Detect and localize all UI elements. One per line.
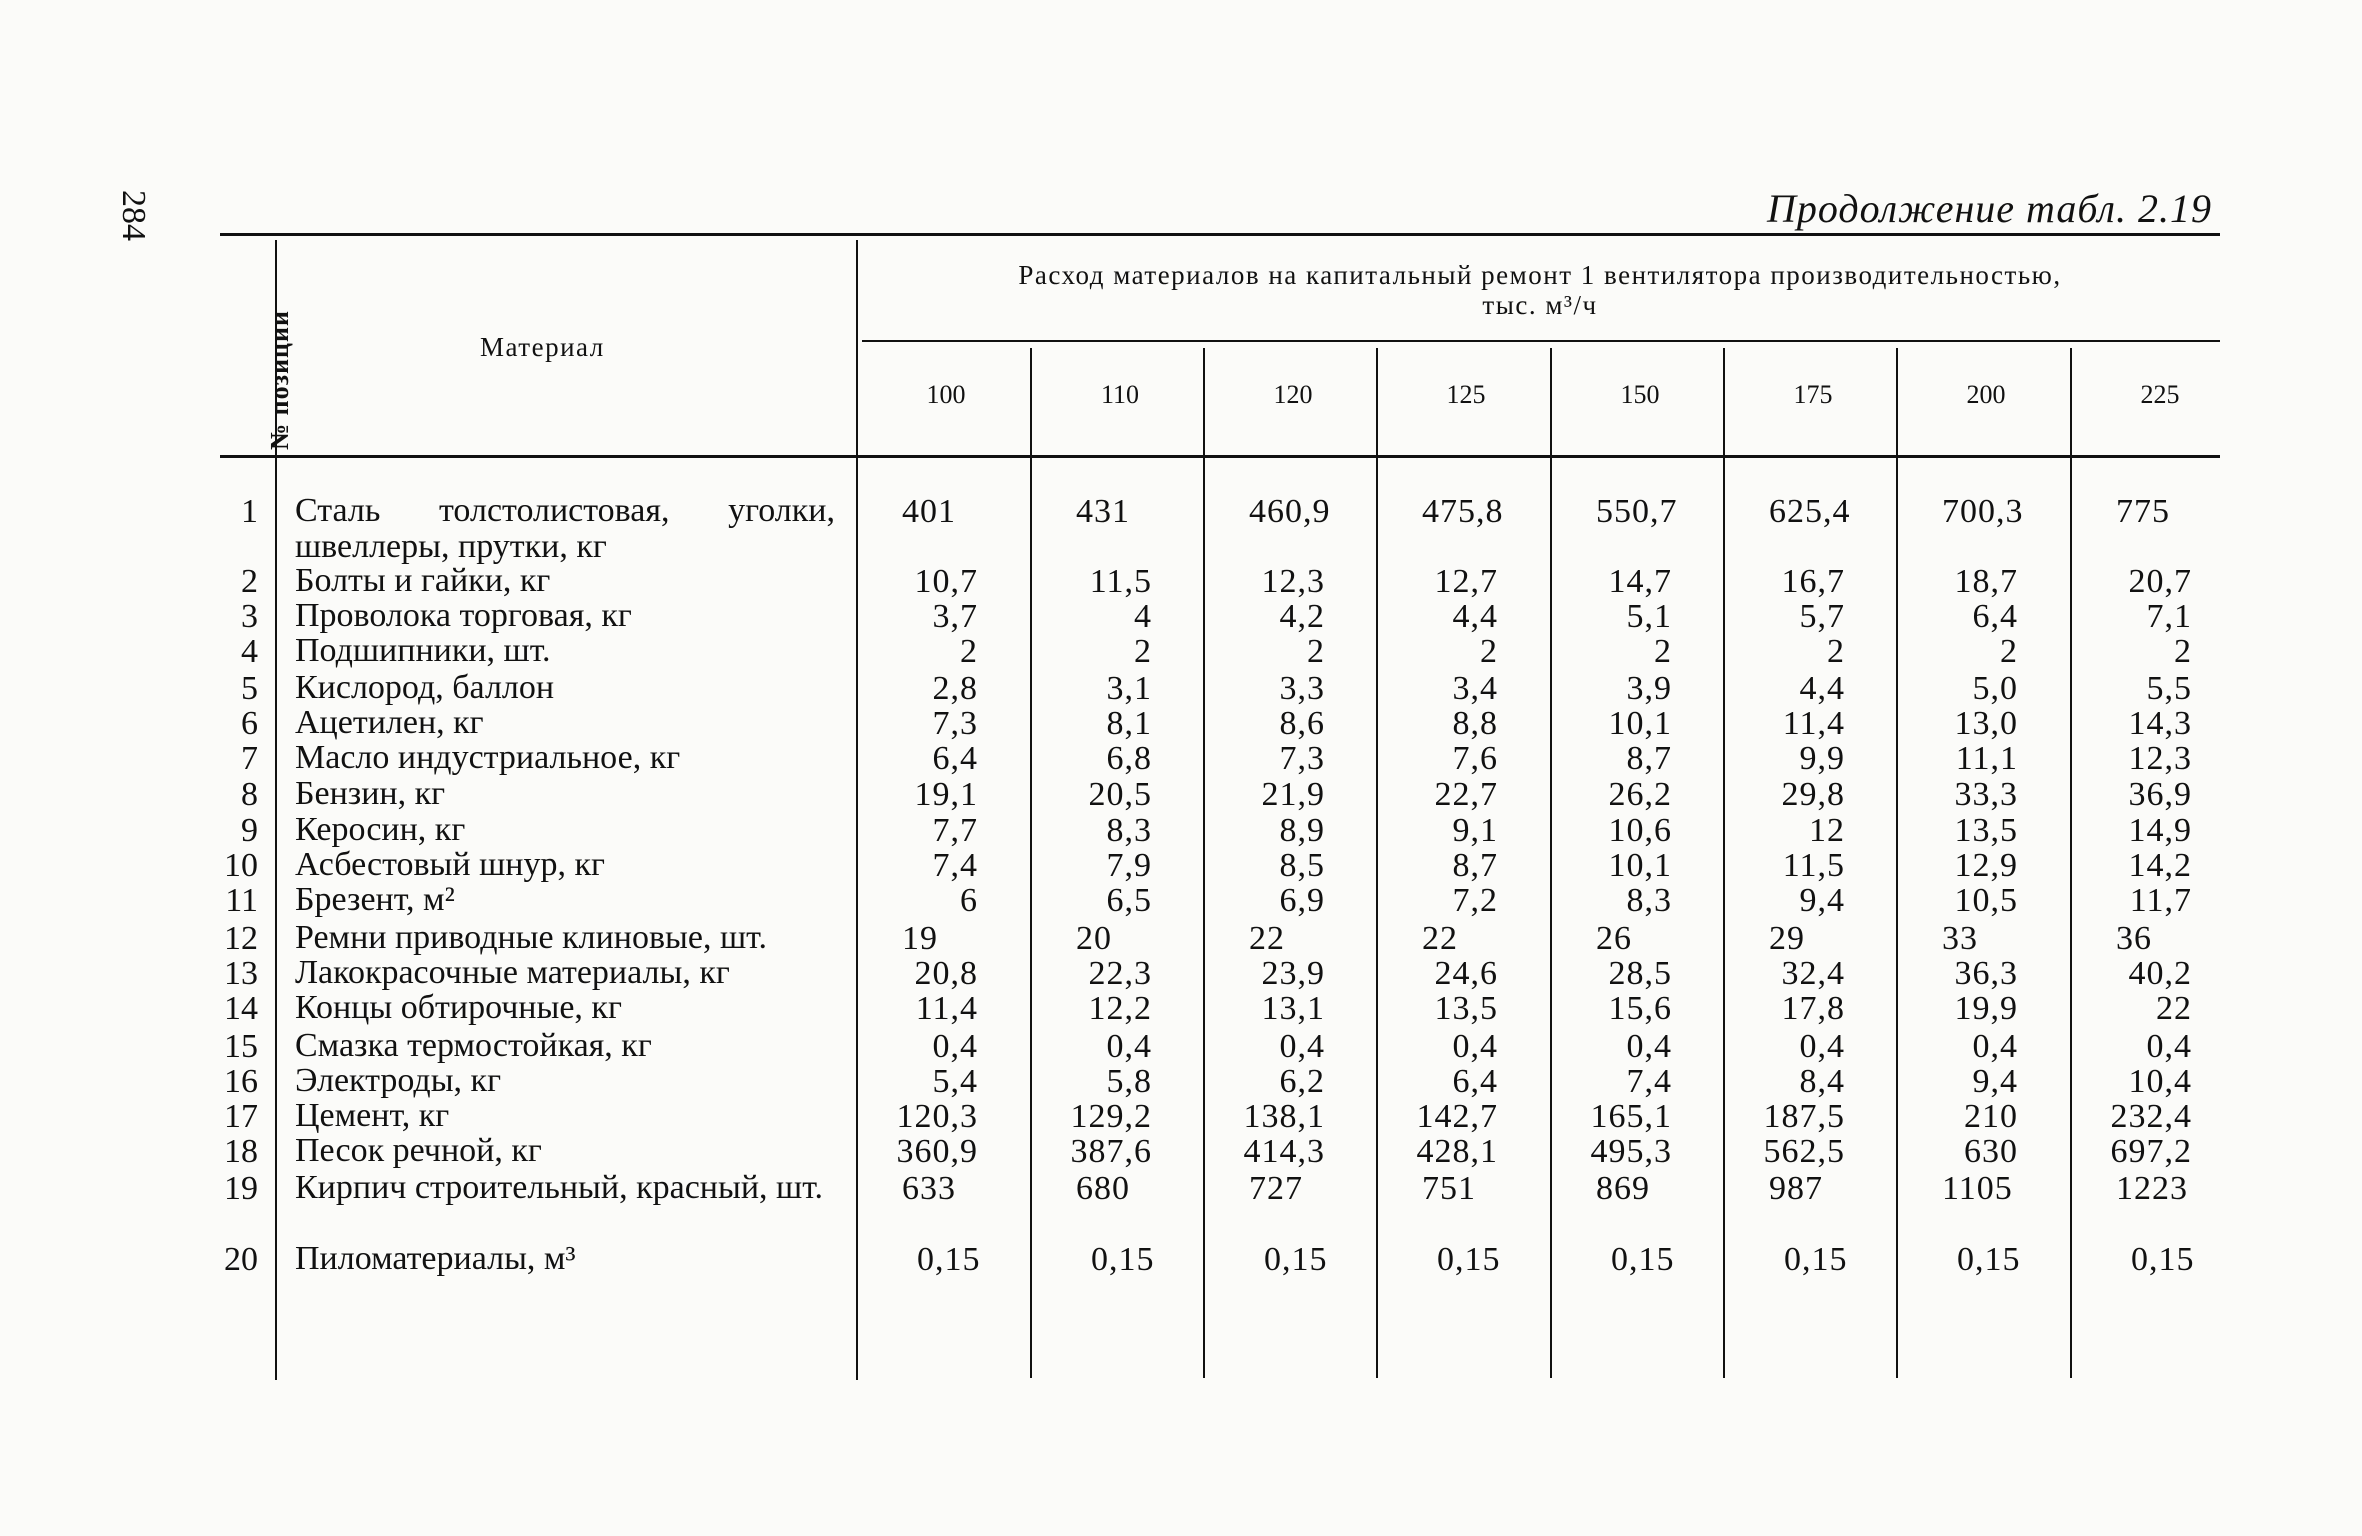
consumption-value: 2 bbox=[2000, 633, 2018, 670]
consumption-value: 6,4 bbox=[932, 740, 978, 777]
consumption-value: 4 bbox=[1134, 598, 1152, 635]
consumption-value: 13,0 bbox=[1954, 705, 2018, 742]
consumption-value: 6,8 bbox=[1106, 740, 1152, 777]
consumption-value: 633 bbox=[902, 1170, 956, 1207]
consumption-value: 232,4 bbox=[2110, 1098, 2192, 1135]
consumption-value: 700,3 bbox=[1942, 493, 2024, 530]
consumption-value: 680 bbox=[1076, 1170, 1130, 1207]
material-name: Смазка термостойкая, кг bbox=[295, 1027, 652, 1064]
consumption-value: 5,5 bbox=[2146, 670, 2192, 707]
consumption-value: 775 bbox=[2116, 493, 2170, 530]
consumption-value: 5,4 bbox=[932, 1063, 978, 1100]
consumption-value: 2 bbox=[1654, 633, 1672, 670]
capacity-divider-7 bbox=[2070, 348, 2072, 1378]
header-bottom-rule bbox=[220, 455, 2220, 458]
consumption-value: 210 bbox=[1964, 1098, 2018, 1135]
consumption-value: 9,1 bbox=[1452, 812, 1498, 849]
consumption-value: 7,4 bbox=[1626, 1063, 1672, 1100]
consumption-value: 10,7 bbox=[914, 563, 978, 600]
consumption-value: 630 bbox=[1964, 1133, 2018, 1170]
consumption-value: 7,2 bbox=[1452, 882, 1498, 919]
consumption-value: 0,4 bbox=[1106, 1028, 1152, 1065]
consumption-value: 14,3 bbox=[2128, 705, 2192, 742]
consumption-value: 0,15 bbox=[1784, 1241, 1848, 1278]
consumption-value: 8,3 bbox=[1106, 812, 1152, 849]
material-column-divider bbox=[856, 240, 858, 1380]
consumption-value: 2 bbox=[2174, 633, 2192, 670]
consumption-value: 8,3 bbox=[1626, 882, 1672, 919]
position-number: 15 bbox=[224, 1028, 258, 1065]
capacity-header: 225 bbox=[2140, 380, 2180, 409]
consumption-value: 401 bbox=[902, 493, 956, 530]
capacity-header: 175 bbox=[1793, 380, 1833, 409]
consumption-value: 8,1 bbox=[1106, 705, 1152, 742]
consumption-value: 0,15 bbox=[1091, 1241, 1155, 1278]
position-number: 2 bbox=[241, 563, 258, 600]
consumption-value: 142,7 bbox=[1416, 1098, 1498, 1135]
consumption-value: 2 bbox=[1827, 633, 1845, 670]
consumption-value: 2 bbox=[1480, 633, 1498, 670]
consumption-value: 3,9 bbox=[1626, 670, 1672, 707]
material-name: Асбестовый шнур, кг bbox=[295, 846, 605, 883]
position-number: 16 bbox=[224, 1063, 258, 1100]
consumption-value: 6,4 bbox=[1972, 598, 2018, 635]
consumption-value: 28,5 bbox=[1608, 955, 1672, 992]
consumption-value: 12,3 bbox=[2128, 740, 2192, 777]
consumption-value: 0,15 bbox=[2131, 1241, 2195, 1278]
consumption-value: 11,4 bbox=[915, 990, 978, 1027]
consumption-value: 0,4 bbox=[1279, 1028, 1325, 1065]
consumption-value: 3,1 bbox=[1106, 670, 1152, 707]
consumption-value: 20,7 bbox=[2128, 563, 2192, 600]
consumption-value: 10,4 bbox=[2128, 1063, 2192, 1100]
position-number: 12 bbox=[224, 920, 258, 957]
consumption-value: 10,6 bbox=[1608, 812, 1672, 849]
page-number: 284 bbox=[115, 190, 152, 241]
consumption-value: 7,9 bbox=[1106, 847, 1152, 884]
consumption-value: 8,9 bbox=[1279, 812, 1325, 849]
position-number: 3 bbox=[241, 598, 258, 635]
consumption-value: 431 bbox=[1076, 493, 1130, 530]
position-number: 1 bbox=[241, 493, 258, 530]
capacity-header: 120 bbox=[1273, 380, 1313, 409]
consumption-value: 0,15 bbox=[917, 1241, 981, 1278]
consumption-value: 24,6 bbox=[1434, 955, 1498, 992]
consumption-value: 11,1 bbox=[1955, 740, 2018, 777]
consumption-value: 129,2 bbox=[1070, 1098, 1152, 1135]
material-name: Пиломатериалы, м³ bbox=[295, 1240, 576, 1277]
position-number: 6 bbox=[241, 705, 258, 742]
consumption-value: 6,4 bbox=[1452, 1063, 1498, 1100]
consumption-value: 727 bbox=[1249, 1170, 1303, 1207]
consumption-value: 9,4 bbox=[1799, 882, 1845, 919]
consumption-value: 17,8 bbox=[1781, 990, 1845, 1027]
consumption-value: 697,2 bbox=[2110, 1133, 2192, 1170]
consumption-value: 7,7 bbox=[932, 812, 978, 849]
consumption-value: 7,6 bbox=[1452, 740, 1498, 777]
consumption-value: 12,7 bbox=[1434, 563, 1498, 600]
consumption-value: 5,7 bbox=[1799, 598, 1845, 635]
capacity-divider-6 bbox=[1896, 348, 1898, 1378]
consumption-value: 7,4 bbox=[932, 847, 978, 884]
consumption-value: 187,5 bbox=[1763, 1098, 1845, 1135]
consumption-value: 12,3 bbox=[1261, 563, 1325, 600]
consumption-value: 165,1 bbox=[1590, 1098, 1672, 1135]
consumption-value: 550,7 bbox=[1596, 493, 1678, 530]
consumption-value: 2 bbox=[1307, 633, 1325, 670]
material-name: Ремни приводные клиновые, шт. bbox=[295, 919, 767, 956]
consumption-value: 8,7 bbox=[1626, 740, 1672, 777]
consumption-value: 751 bbox=[1422, 1170, 1476, 1207]
consumption-value: 2 bbox=[960, 633, 978, 670]
capacity-divider-4 bbox=[1550, 348, 1552, 1378]
consumption-value: 20 bbox=[1076, 920, 1112, 957]
consumption-value: 6,2 bbox=[1279, 1063, 1325, 1100]
consumption-value: 987 bbox=[1769, 1170, 1823, 1207]
consumption-value: 6,9 bbox=[1279, 882, 1325, 919]
position-number: 17 bbox=[224, 1098, 258, 1135]
material-name: Кислород, баллон bbox=[295, 669, 555, 706]
consumption-value: 10,5 bbox=[1954, 882, 2018, 919]
capacity-divider-2 bbox=[1203, 348, 1205, 1378]
material-name: Песок речной, кг bbox=[295, 1132, 542, 1169]
consumption-value: 12,9 bbox=[1954, 847, 2018, 884]
capacity-header: 110 bbox=[1100, 380, 1140, 409]
consumption-value: 3,7 bbox=[932, 598, 978, 635]
consumption-value: 2,8 bbox=[932, 670, 978, 707]
consumption-value: 4,4 bbox=[1452, 598, 1498, 635]
consumption-value: 36 bbox=[2116, 920, 2152, 957]
material-name: Кирпич строительный, красный, шт. bbox=[295, 1169, 823, 1206]
consumption-value: 11,4 bbox=[1782, 705, 1845, 742]
group-header-line-2: тыс. м³/ч bbox=[1482, 290, 1598, 320]
consumption-value: 14,9 bbox=[2128, 812, 2192, 849]
consumption-value: 18,7 bbox=[1954, 563, 2018, 600]
consumption-value: 29,8 bbox=[1781, 776, 1845, 813]
consumption-value: 14,7 bbox=[1608, 563, 1672, 600]
material-name: Брезент, м² bbox=[295, 881, 455, 918]
consumption-value: 0,15 bbox=[1437, 1241, 1501, 1278]
consumption-value: 4,4 bbox=[1799, 670, 1845, 707]
consumption-value: 23,9 bbox=[1261, 955, 1325, 992]
consumption-value: 6 bbox=[960, 882, 978, 919]
consumption-value: 1105 bbox=[1942, 1170, 2013, 1207]
position-number: 4 bbox=[241, 633, 258, 670]
material-name: Болты и гайки, кг bbox=[295, 562, 551, 599]
material-name: Цемент, кг bbox=[295, 1097, 450, 1134]
consumption-value: 0,4 bbox=[1626, 1028, 1672, 1065]
consumption-value: 13,5 bbox=[1434, 990, 1498, 1027]
consumption-value: 625,4 bbox=[1769, 493, 1851, 530]
position-number: 13 bbox=[224, 955, 258, 992]
position-number: 19 bbox=[224, 1170, 258, 1207]
consumption-value: 7,3 bbox=[932, 705, 978, 742]
consumption-value: 5,8 bbox=[1106, 1063, 1152, 1100]
consumption-value: 22,7 bbox=[1434, 776, 1498, 813]
consumption-value: 21,9 bbox=[1261, 776, 1325, 813]
material-name: Керосин, кг bbox=[295, 811, 466, 848]
consumption-value: 2 bbox=[1134, 633, 1152, 670]
capacity-divider-5 bbox=[1723, 348, 1725, 1378]
material-name: Бензин, кг bbox=[295, 775, 446, 812]
consumption-value: 22,3 bbox=[1088, 955, 1152, 992]
position-number: 8 bbox=[241, 776, 258, 813]
material-name: Проволока торговая, кг bbox=[295, 597, 632, 634]
consumption-value: 33,3 bbox=[1954, 776, 2018, 813]
consumption-value: 20,8 bbox=[914, 955, 978, 992]
consumption-value: 9,9 bbox=[1799, 740, 1845, 777]
consumption-value: 8,5 bbox=[1279, 847, 1325, 884]
consumption-value: 15,6 bbox=[1608, 990, 1672, 1027]
consumption-value: 14,2 bbox=[2128, 847, 2192, 884]
material-name: Ацетилен, кг bbox=[295, 704, 484, 741]
consumption-value: 0,15 bbox=[1264, 1241, 1328, 1278]
consumption-value: 22 bbox=[1422, 920, 1458, 957]
consumption-value: 7,1 bbox=[2146, 598, 2192, 635]
consumption-value: 36,9 bbox=[2128, 776, 2192, 813]
consumption-value: 13,1 bbox=[1261, 990, 1325, 1027]
consumption-value: 20,5 bbox=[1088, 776, 1152, 813]
consumption-value: 495,3 bbox=[1590, 1133, 1672, 1170]
group-header-rule bbox=[862, 340, 2220, 342]
capacity-header: 125 bbox=[1446, 380, 1486, 409]
material-name: Подшипники, шт. bbox=[295, 632, 551, 669]
materials-table bbox=[220, 230, 2220, 1380]
consumption-value: 32,4 bbox=[1781, 955, 1845, 992]
consumption-value: 0,15 bbox=[1957, 1241, 2021, 1278]
consumption-value: 869 bbox=[1596, 1170, 1650, 1207]
consumption-value: 10,1 bbox=[1608, 847, 1672, 884]
position-number: 5 bbox=[241, 670, 258, 707]
position-number: 20 bbox=[224, 1241, 258, 1278]
consumption-value: 12,2 bbox=[1088, 990, 1152, 1027]
consumption-value: 7,3 bbox=[1279, 740, 1325, 777]
consumption-value: 26,2 bbox=[1608, 776, 1672, 813]
capacity-header: 100 bbox=[926, 380, 966, 409]
group-header-line-1: Расход материалов на капитальный ремонт 1 вентилятора производительностью, bbox=[1018, 260, 2062, 290]
consumption-value: 8,8 bbox=[1452, 705, 1498, 742]
consumption-value: 6,5 bbox=[1106, 882, 1152, 919]
consumption-value: 26 bbox=[1596, 920, 1632, 957]
consumption-value: 3,4 bbox=[1452, 670, 1498, 707]
consumption-value: 5,1 bbox=[1626, 598, 1672, 635]
consumption-value: 36,3 bbox=[1954, 955, 2018, 992]
consumption-value: 19,9 bbox=[1954, 990, 2018, 1027]
consumption-value: 0,4 bbox=[1452, 1028, 1498, 1065]
consumption-value: 0,4 bbox=[1972, 1028, 2018, 1065]
material-name: Концы обтирочные, кг bbox=[295, 989, 622, 1026]
consumption-value: 0,4 bbox=[2146, 1028, 2192, 1065]
material-name: Масло индустриальное, кг bbox=[295, 739, 681, 776]
consumption-value: 9,4 bbox=[1972, 1063, 2018, 1100]
consumption-value: 40,2 bbox=[2128, 955, 2192, 992]
consumption-value: 11,5 bbox=[1782, 847, 1845, 884]
table-continuation-title: Продолжение табл. 2.19 bbox=[1766, 186, 2212, 231]
consumption-value: 120,3 bbox=[896, 1098, 978, 1135]
consumption-value: 387,6 bbox=[1070, 1133, 1152, 1170]
capacity-divider-1 bbox=[1030, 348, 1032, 1378]
capacity-divider-3 bbox=[1376, 348, 1378, 1378]
consumption-value: 8,4 bbox=[1799, 1063, 1845, 1100]
consumption-value: 414,3 bbox=[1243, 1133, 1325, 1170]
position-number: 7 bbox=[241, 740, 258, 777]
position-number: 9 bbox=[241, 812, 258, 849]
consumption-value: 10,1 bbox=[1608, 705, 1672, 742]
consumption-value: 460,9 bbox=[1249, 493, 1331, 530]
capacity-header: 200 bbox=[1966, 380, 2006, 409]
consumption-value: 22 bbox=[2156, 990, 2192, 1027]
material-name: Сталь толстолистовая, уголки, швеллеры, прутки, кг bbox=[295, 492, 835, 565]
consumption-value: 428,1 bbox=[1416, 1133, 1498, 1170]
consumption-value: 11,7 bbox=[2129, 882, 2192, 919]
consumption-value: 19,1 bbox=[914, 776, 978, 813]
material-header: Материал bbox=[480, 332, 605, 362]
consumption-value: 360,9 bbox=[896, 1133, 978, 1170]
consumption-value: 475,8 bbox=[1422, 493, 1504, 530]
position-number: 11 bbox=[225, 882, 258, 919]
position-number: 10 bbox=[224, 847, 258, 884]
position-number: 18 bbox=[224, 1133, 258, 1170]
consumption-value: 22 bbox=[1249, 920, 1285, 957]
material-name: Электроды, кг bbox=[295, 1062, 502, 1099]
position-header-label: № позиции bbox=[265, 310, 294, 450]
material-name: Лакокрасочные материалы, кг bbox=[295, 954, 730, 991]
consumption-value: 16,7 bbox=[1781, 563, 1845, 600]
consumption-value: 19 bbox=[902, 920, 938, 957]
consumption-value: 0,15 bbox=[1611, 1241, 1675, 1278]
consumption-value: 562,5 bbox=[1763, 1133, 1845, 1170]
consumption-value: 138,1 bbox=[1243, 1098, 1325, 1135]
consumption-value: 33 bbox=[1942, 920, 1978, 957]
top-rule bbox=[220, 233, 2220, 236]
consumption-value: 3,3 bbox=[1279, 670, 1325, 707]
consumption-value: 29 bbox=[1769, 920, 1805, 957]
consumption-value: 1223 bbox=[2116, 1170, 2188, 1207]
consumption-value: 0,4 bbox=[1799, 1028, 1845, 1065]
consumption-value: 0,4 bbox=[932, 1028, 978, 1065]
position-number: 14 bbox=[224, 990, 258, 1027]
consumption-value: 8,7 bbox=[1452, 847, 1498, 884]
consumption-value: 13,5 bbox=[1954, 812, 2018, 849]
consumption-value: 5,0 bbox=[1972, 670, 2018, 707]
consumption-value: 12 bbox=[1809, 812, 1845, 849]
capacity-header: 150 bbox=[1620, 380, 1660, 409]
consumption-value: 11,5 bbox=[1089, 563, 1152, 600]
consumption-value: 4,2 bbox=[1279, 598, 1325, 635]
consumption-value: 8,6 bbox=[1279, 705, 1325, 742]
